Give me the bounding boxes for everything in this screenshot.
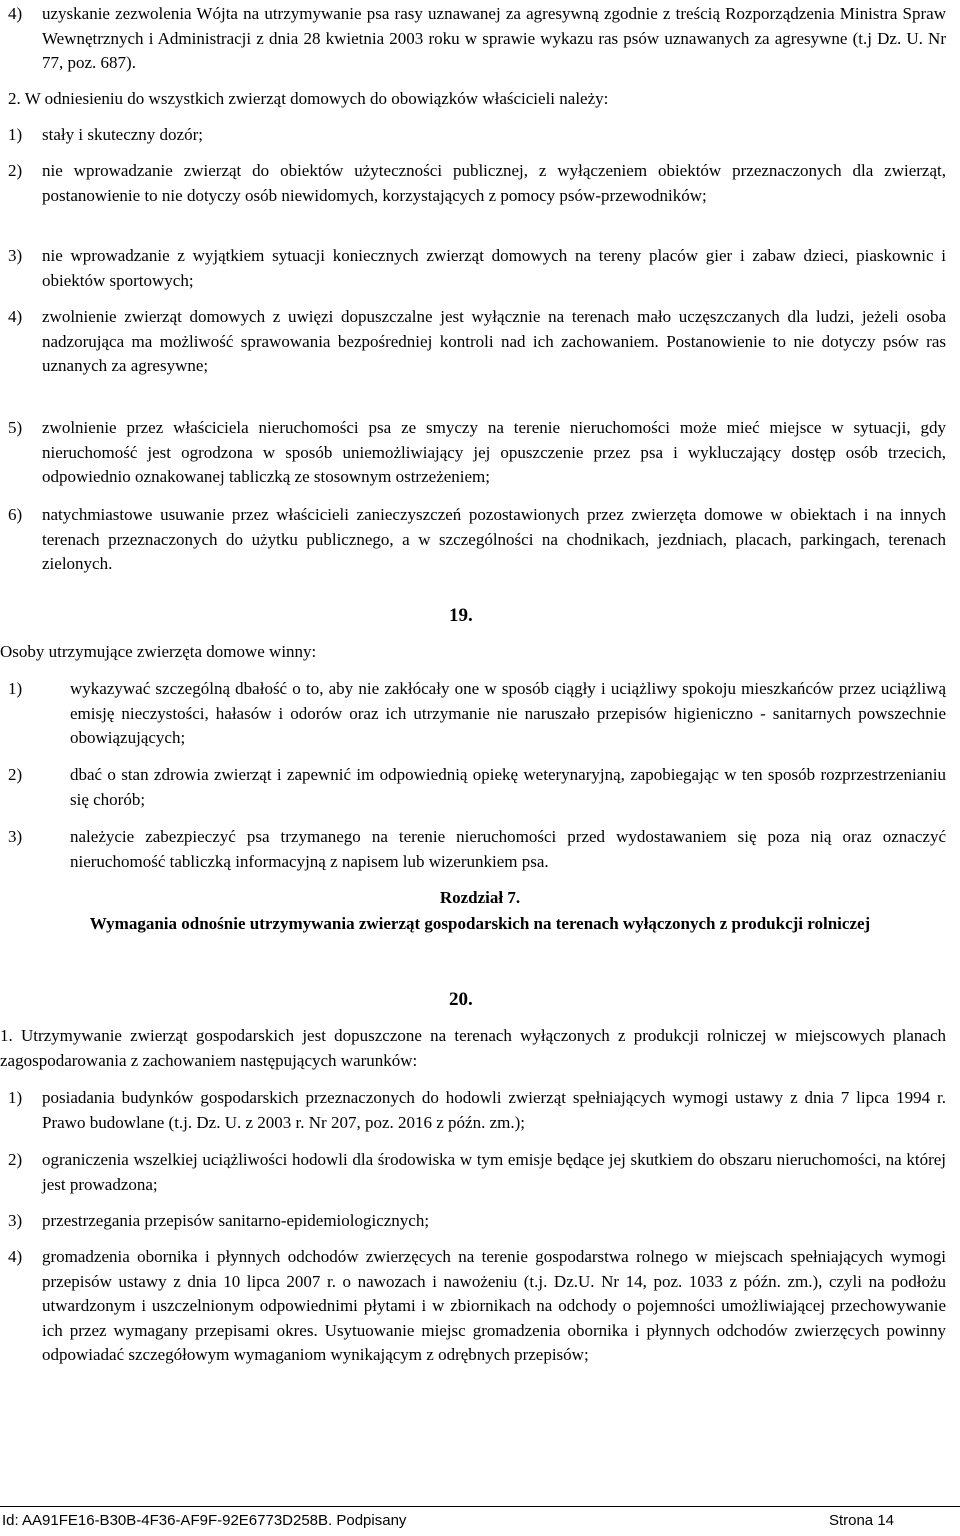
list-text: stały i skuteczny dozór;	[42, 125, 203, 144]
list-text: gromadzenia obornika i płynnych odchodów zwierzęcych na terenie gospodarstwa rolnego w miejscach spełniających wymogi przepisów ustawy z dnia 10 lipca 2007 r. o nawozach i nawożeniu (t.j. Dz.U. Nr 14, poz. 1033 z późn. zm.), czyli na podłożu utwardzonym i uszczelnionym odpowiednimi płytami i w zbiornikach na odchody o pojemności umożliwiającej przechowywanie ich przez wymagany przepisami okres. Usytuowanie miejsc gromadzenia obornika i płynnych odchodów zwierzęcych powinny odpowiadać szczegółowym wymaganiom wynikającym z odrębnych przepisów;	[42, 1247, 946, 1364]
list-number: 4)	[8, 1247, 23, 1266]
section-19-intro: Osoby utrzymujące zwierzęta domowe winny:	[0, 642, 317, 661]
footer-divider	[0, 1506, 960, 1507]
list-number: 3)	[8, 827, 23, 846]
section-20-intro: 1. Utrzymywanie zwierząt gospodarskich jest dopuszczone na terenach wyłączonych z produkcji rolniczej w miejscowych planach zagospodarowania z zachowaniem następujących warunków:	[0, 1026, 946, 1070]
obligation-item-3	[8, 244, 946, 293]
list-text: przestrzegania przepisów sanitarno-epidemiologicznych;	[42, 1211, 430, 1230]
list-number: 5)	[8, 418, 23, 437]
list-number: 6)	[8, 505, 23, 524]
point-2-intro: 2. W odniesieniu do wszystkich zwierząt domowych do obowiązków właścicieli należy:	[8, 89, 609, 108]
list-number: 2)	[8, 765, 23, 784]
section-20-heading: 20.	[449, 989, 473, 1010]
section-20-item-2	[8, 1148, 946, 1197]
list-text: wykazywać szczególną dbałość o to, aby nie zakłócały one w sposób ciągły i uciążliwy spokoju mieszkańców przez uciążliwą emisję nieczystości, hałasów i odorów oraz ich utrzymanie nie naruszało przepisów higieniczno - sanitarnych powszechnie obowiązujących;	[70, 679, 946, 747]
list-item-top-4	[8, 2, 946, 76]
obligation-item-1	[8, 123, 946, 148]
obligation-item-2	[8, 159, 946, 208]
section-19-item-2	[8, 763, 946, 812]
chapter-title: Wymagania odnośnie utrzymywania zwierząt gospodarskich na terenach wyłączonych z produkcji rolniczej	[89, 914, 871, 933]
list-text: nie wprowadzanie z wyjątkiem sytuacji koniecznych zwierząt domowych na tereny placów gier i zabaw dzieci, piaskownic i obiektów sportowych;	[42, 246, 946, 290]
section-20-item-4	[8, 1245, 946, 1368]
list-text: nie wprowadzanie zwierząt do obiektów użyteczności publicznej, z wyłączeniem obiektów przeznaczonych dla zwierząt, postanowienie to nie dotyczy osób niewidomych, korzystających z pomocy psów-przewodników;	[42, 161, 946, 205]
list-number: 1)	[8, 1088, 23, 1107]
list-number: 1)	[8, 125, 23, 144]
obligation-item-5	[8, 416, 946, 490]
list-text: posiadania budynków gospodarskich przeznaczonych do hodowli zwierząt spełniających wymogi ustawy z dnia 7 lipca 1994 r. Prawo budowlane (t.j. Dz. U. z 2003 r. Nr 207, poz. 2016 z późn. zm.);	[42, 1088, 946, 1132]
list-text: należycie zabezpieczyć psa trzymanego na terenie nieruchomości przed wydostawaniem się poza nią oraz oznaczyć nieruchomość tabliczką informacyjną z napisem lub wizerunkiem psa.	[70, 827, 946, 871]
list-text: natychmiastowe usuwanie przez właścicieli zanieczyszczeń pozostawionych przez zwierzęta domowe w obiektach i na innych terenach przeznaczonych do użytku publicznego, a w szczególności na chodnikach, jezdniach, placach, parkingach, terenach zielonych.	[42, 505, 946, 573]
list-text: zwolnienie przez właściciela nieruchomości psa ze smyczy na terenie nieruchomości może mieć miejsce w sytuacji, gdy nieruchomość jest ogrodzona w sposób uniemożliwiający jej opuszczenie przez psa i wykluczający dostęp osób trzecich, odpowiednio oznakowanej tabliczką ze stosownym ostrzeżeniem;	[42, 418, 946, 486]
obligation-item-4	[8, 305, 946, 379]
list-number: 2)	[8, 1150, 23, 1169]
list-text: ograniczenia wszelkiej uciążliwości hodowli dla środowiska w tym emisje będące jej skutkiem do obszaru nieruchomości, na której jest prowadzona;	[42, 1150, 946, 1194]
footer-page-number: Strona 14	[828, 1512, 894, 1529]
list-text: zwolnienie zwierząt domowych z uwięzi dopuszczalne jest wyłącznie na terenach mało uczęszczanych dla ludzi, jeżeli osoba nadzorująca ma możliwość sprawowania bezpośredniej kontroli nad ich zachowaniem. Postanowienie to nie dotyczy psów ras uznanych za agresywne;	[42, 307, 946, 375]
obligation-item-6	[8, 503, 946, 577]
footer-document-id: Id: AA91FE16-B30B-4F36-AF9F-92E6773D258B. Podpisany	[2, 1512, 407, 1529]
list-number: 3)	[8, 1211, 23, 1230]
section-20-item-3	[8, 1209, 946, 1234]
section-20-item-1	[8, 1086, 946, 1135]
list-number: 1)	[8, 679, 23, 698]
list-number: 4)	[8, 307, 23, 326]
section-19-heading: 19.	[449, 605, 473, 626]
section-19-item-1	[8, 677, 946, 751]
list-text: dbać o stan zdrowia zwierząt i zapewnić im odpowiednią opiekę weterynaryjną, zapobiegając w ten sposób rozprzestrzenianiu się chorób;	[70, 765, 946, 809]
list-text: uzyskanie zezwolenia Wójta na utrzymywanie psa rasy uznawanej za agresywną zgodnie z treścią Rozporządzenia Ministra Spraw Wewnętrznych i Administracji z dnia 28 kwietnia 2003 roku w sprawie wykazu ras psów uznawanych za agresywne (t.j Dz. U. Nr 77, poz. 687).	[42, 4, 946, 72]
chapter-label: Rozdział 7.	[439, 888, 521, 907]
section-19-item-3	[8, 825, 946, 874]
list-number: 3)	[8, 246, 23, 265]
list-number: 2)	[8, 161, 23, 180]
list-number: 4)	[8, 4, 23, 23]
